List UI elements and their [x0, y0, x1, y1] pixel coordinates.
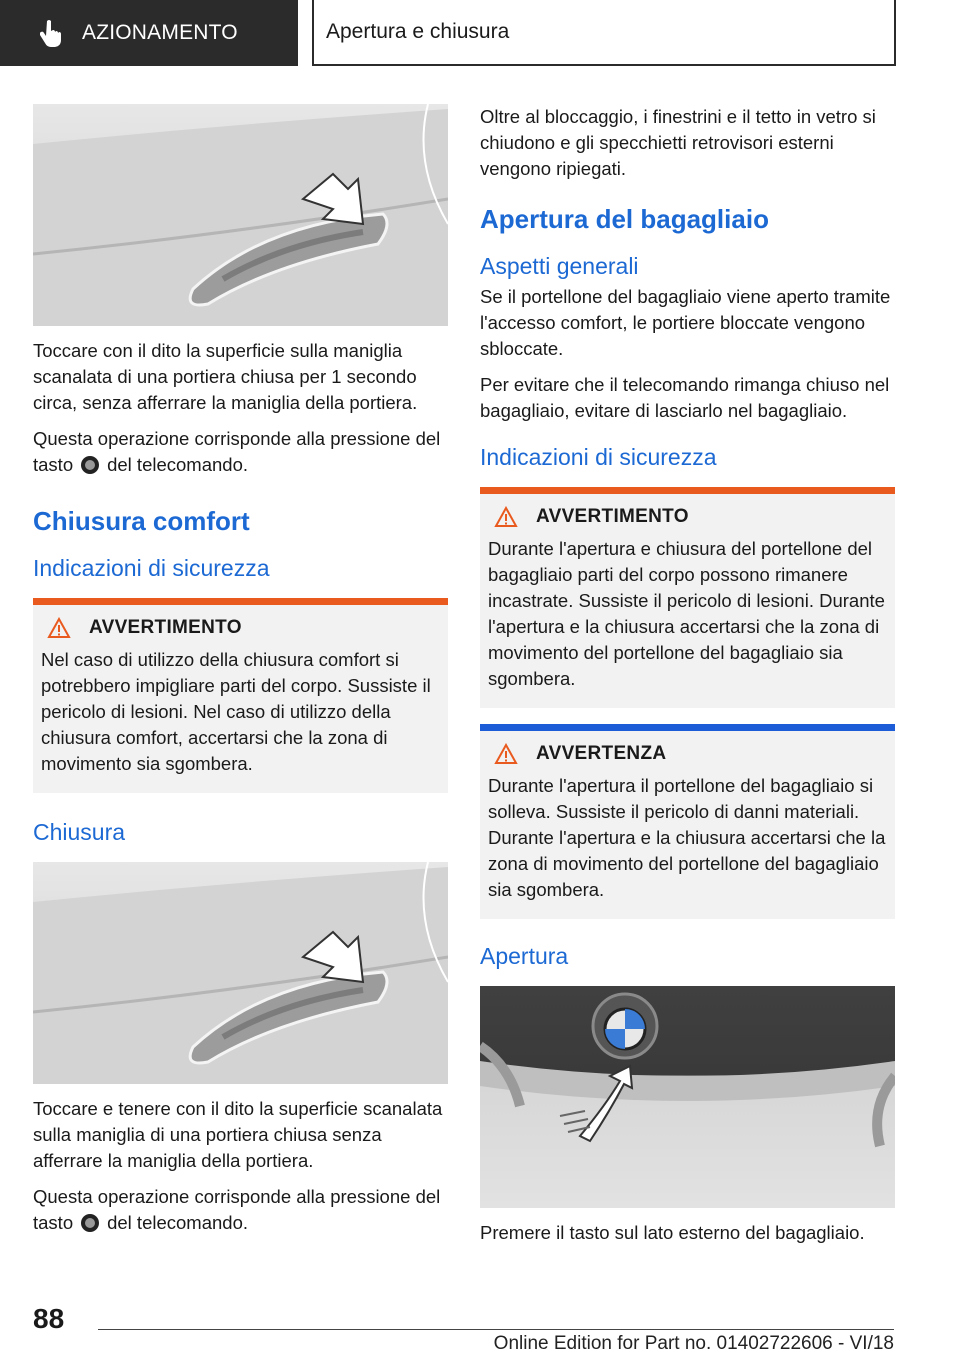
- paragraph: Premere il tasto sul lato esterno del bagagliaio.: [480, 1222, 865, 1243]
- notice-box: [480, 724, 895, 919]
- remote-key-icon: [81, 1214, 99, 1232]
- notice-text: Durante l'apertura il portellone del bagagliaio si solleva. Sussiste il pericolo di danni materiali. Durante l'apertura e la chiusura accertarsi che la zona di movimento del portellone del bagagliaio sia sgombera.: [488, 775, 886, 900]
- warning-header: [488, 506, 887, 528]
- paragraph: Se il portellone del bagagliaio viene aperto tramite l'accesso comfort, le portiere bloccate vengono sbloccate.: [480, 286, 891, 359]
- left-column: [33, 104, 448, 1236]
- paragraph: [33, 426, 448, 478]
- heading-apertura: Apertura: [480, 943, 569, 969]
- heading-chiusura-comfort: Chiusura comfort: [33, 506, 250, 536]
- right-column: [480, 104, 895, 1246]
- section-tab: [0, 0, 298, 66]
- warning-title: AVVERTIMENTO: [89, 617, 242, 638]
- paragraph-text: del telecomando.: [107, 1212, 249, 1233]
- edition-note: Online Edition for Part no. 01402722606 - VI/18: [493, 1333, 894, 1354]
- paragraph-text: del telecomando.: [107, 454, 249, 475]
- notice-title: AVVERTENZA: [536, 743, 667, 764]
- trunk-button-image: [480, 986, 895, 1208]
- heading-chiusura: Chiusura: [33, 819, 126, 845]
- paragraph: [33, 1184, 448, 1236]
- page-number: 88: [33, 1303, 65, 1334]
- paragraph: Oltre al bloccaggio, i finestrini e il tetto in vetro si chiudono e gli specchietti retrovisori esterni vengono ripiegati.: [480, 106, 876, 179]
- warning-box: [33, 598, 448, 793]
- warning-title: AVVERTIMENTO: [536, 506, 689, 527]
- paragraph: Toccare con il dito la superficie sulla maniglia scanalata di una portiera chiusa per 1 secondo circa, senza afferrare la maniglia della portiera.: [33, 340, 418, 413]
- warning-text: Durante l'apertura e chiusura del portellone del bagagliaio parti del corpo possono rimanere incastrate. Sussiste il pericolo di lesioni. Durante l'apertura e la chiusura accertarsi che la zona di movimento del portellone del bagagliaio sia sgombera.: [488, 538, 885, 689]
- warning-triangle-icon: [494, 743, 518, 765]
- heading-aspetti-generali: Aspetti generali: [480, 253, 639, 279]
- hand-touch-icon: [40, 19, 62, 47]
- warning-header: [41, 617, 440, 639]
- paragraph: Toccare e tenere con il dito la superficie scanalata sulla maniglia di una portiera chiusa senza afferrare la maniglia della portiera.: [33, 1098, 443, 1171]
- paragraph-text: Questa operazione corrisponde alla pressione del tasto: [33, 1186, 441, 1233]
- paragraph: Per evitare che il telecomando rimanga chiuso nel bagagliaio, evitare di lasciarlo nel bagagliaio.: [480, 374, 890, 421]
- door-handle-image: [33, 862, 448, 1084]
- warning-triangle-icon: [47, 617, 71, 639]
- topic-title: Apertura e chiusura: [326, 20, 510, 43]
- paragraph-text: Questa operazione corrisponde alla pressione del tasto: [33, 428, 441, 475]
- warning-text: Nel caso di utilizzo della chiusura comfort si potrebbero impigliare parti del corpo. Sussiste il pericolo di lesioni. Nel caso di utilizzo della chiusura comfort, accertarsi che la zona di movimento sia sgombera.: [41, 649, 431, 774]
- footer-divider: [98, 1329, 894, 1330]
- page-footer: [0, 1295, 960, 1362]
- warning-box: [480, 487, 895, 708]
- heading-safety: Indicazioni di sicurezza: [480, 444, 717, 470]
- section-title: AZIONAMENTO: [82, 21, 238, 44]
- page-header: [0, 0, 960, 66]
- heading-safety: Indicazioni di sicurezza: [33, 555, 270, 581]
- heading-apertura-bagagliaio: Apertura del bagagliaio: [480, 204, 769, 234]
- warning-triangle-icon: [494, 506, 518, 528]
- notice-header: [488, 743, 887, 765]
- remote-key-icon: [81, 456, 99, 474]
- topic-tab: [312, 0, 896, 66]
- door-handle-image: [33, 104, 448, 326]
